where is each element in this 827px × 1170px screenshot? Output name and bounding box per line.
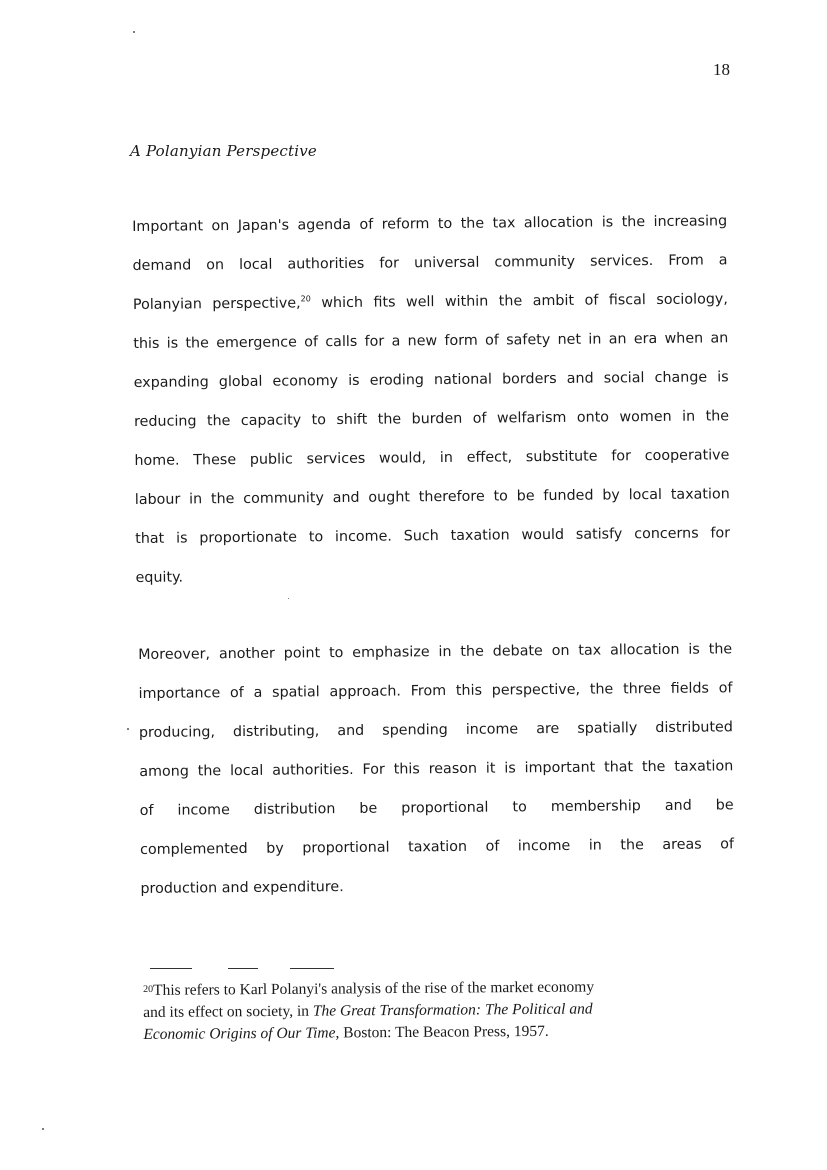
scan-speck (288, 598, 289, 599)
paragraph-text: Polanyian perspective, (132, 295, 301, 313)
footnote-line (143, 1020, 708, 1046)
scan-speck (127, 728, 129, 730)
scan-speck (133, 31, 135, 33)
paragraph-line: among the local authorities. For this reason it is important that the taxation (139, 758, 734, 780)
footnote-text: This refers to Karl Polanyi's analysis of the rise of the market economy (153, 978, 595, 999)
section-heading: A Polanyian Perspective (130, 142, 317, 160)
footnote-marker: 20 (143, 983, 154, 995)
paragraph-text: which fits well within the ambit of fiscal sociology, (310, 291, 728, 312)
paragraph-line: producing, distributing, and spending income are spatially distributed (138, 719, 733, 741)
paragraph-line: Moreover, another point to emphasize in the debate on tax allocation is the (138, 641, 733, 663)
paragraph-1 (132, 202, 731, 598)
paragraph-line: importance of a spatial approach. From this perspective, the three fields of (138, 680, 733, 702)
paragraph-line: labour in the community and ought therefore to be funded by local taxation (134, 486, 730, 508)
paragraph-line: Important on Japan's agenda of reform to the tax allocation is the increasing (132, 213, 728, 235)
book-title: Economic Origins of Our Time (143, 1024, 336, 1043)
paragraph-line: home. These public services would, in effect, substitute for cooperative (134, 447, 730, 469)
footnote-divider (150, 968, 335, 970)
paragraph-line: that is proportionate to income. Such taxation would satisfy concerns for (135, 525, 731, 547)
footnote-text: , Boston: The Beacon Press, 1957. (335, 1022, 549, 1042)
footnote (143, 976, 709, 1046)
paragraph-line: complemented by proportional taxation of income in the areas of (139, 836, 735, 858)
paragraph-line: demand on local authorities for universal community services. From a (132, 252, 728, 274)
scan-speck (42, 1128, 44, 1130)
paragraph-line: expanding global economy is eroding national borders and social change is (133, 369, 729, 391)
paragraph-line: of income distribution be proportional to membership and be (139, 797, 734, 819)
paragraph-line: equity. (135, 569, 184, 586)
paragraph-line (133, 280, 728, 325)
paragraph-line: this is the emergence of calls for a new form of safety net in an era when an (133, 330, 729, 352)
page-number: 18 (713, 60, 730, 79)
book-title: The Great Transformation: The Political and (312, 1000, 593, 1020)
footnote-reference[interactable]: 20 (300, 294, 311, 304)
paragraph-line: production and expenditure. (140, 879, 344, 897)
paragraph-2 (138, 630, 735, 909)
paragraph-line: reducing the capacity to shift the burden of welfarism onto women in the (133, 408, 730, 430)
footnote-text: and its effect on society, in (143, 1002, 313, 1021)
